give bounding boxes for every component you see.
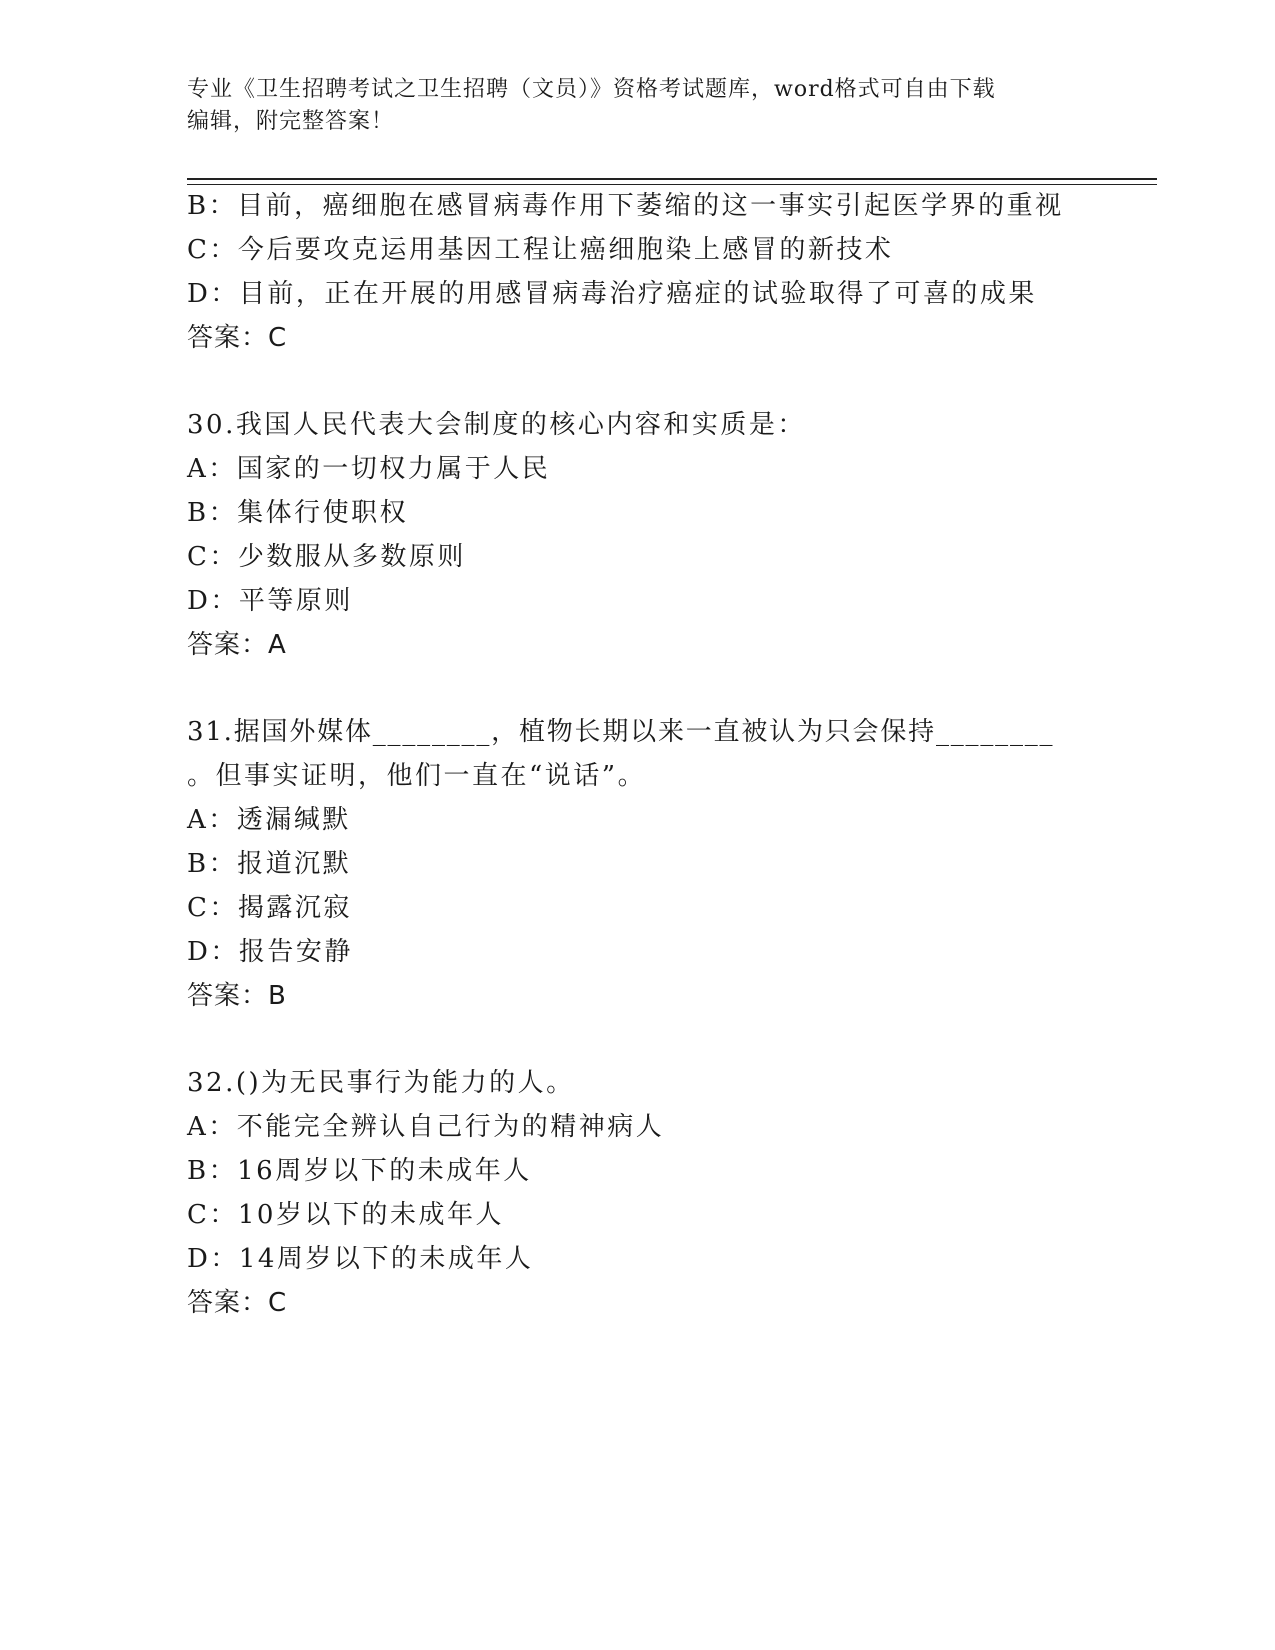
header-line-1: 专业《卫生招聘考试之卫生招聘（文员）》资格考试题库，word格式可自由下载 [187,77,996,102]
q29-option-b: B：目前，癌细胞在感冒病毒作用下萎缩的这一事实引起医学界的重视 [187,191,1064,221]
q29-answer: 答案：C [187,323,288,353]
q31-question-line-1: 31.据国外媒体________，植物长期以来一直被认为只会保持________ [187,717,1055,747]
q31-question-line-2: 。但事实证明，他们一直在“说话”。 [187,761,647,791]
q32-option-b: B：16周岁以下的未成年人 [187,1156,532,1186]
q32-option-a: A：不能完全辨认自己行为的精神病人 [187,1112,665,1142]
q29-option-c: C：今后要攻克运用基因工程让癌细胞染上感冒的新技术 [187,235,894,265]
q32-option-c: C：10岁以下的未成年人 [187,1200,504,1230]
header-line-2: 编辑，附完整答案！ [187,109,395,134]
q31-answer: 答案：B [187,981,287,1011]
q31-option-c: C：揭露沉寂 [187,893,352,923]
q30-option-b: B：集体行使职权 [187,498,409,528]
q32-question: 32.()为无民事行为能力的人。 [187,1068,575,1098]
q30-option-a: A：国家的一切权力属于人民 [187,454,551,484]
q30-question: 30.我国人民代表大会制度的核心内容和实质是： [187,410,806,440]
q30-option-d: D：平等原则 [187,586,353,616]
q32-option-d: D：14周岁以下的未成年人 [187,1244,534,1274]
document-header [187,74,1067,138]
q31-option-a: A：透漏缄默 [187,805,351,835]
q31-option-b: B：报道沉默 [187,849,352,879]
q30-answer: 答案：A [187,630,287,660]
header-divider-thin [187,184,1157,185]
header-divider-thick [187,178,1157,180]
q29-option-d: D：目前，正在开展的用感冒病毒治疗癌症的试验取得了可喜的成果 [187,279,1037,309]
q32-answer: 答案：C [187,1288,288,1318]
q30-option-c: C：少数服从多数原则 [187,542,466,572]
q31-option-d: D：报告安静 [187,937,353,967]
